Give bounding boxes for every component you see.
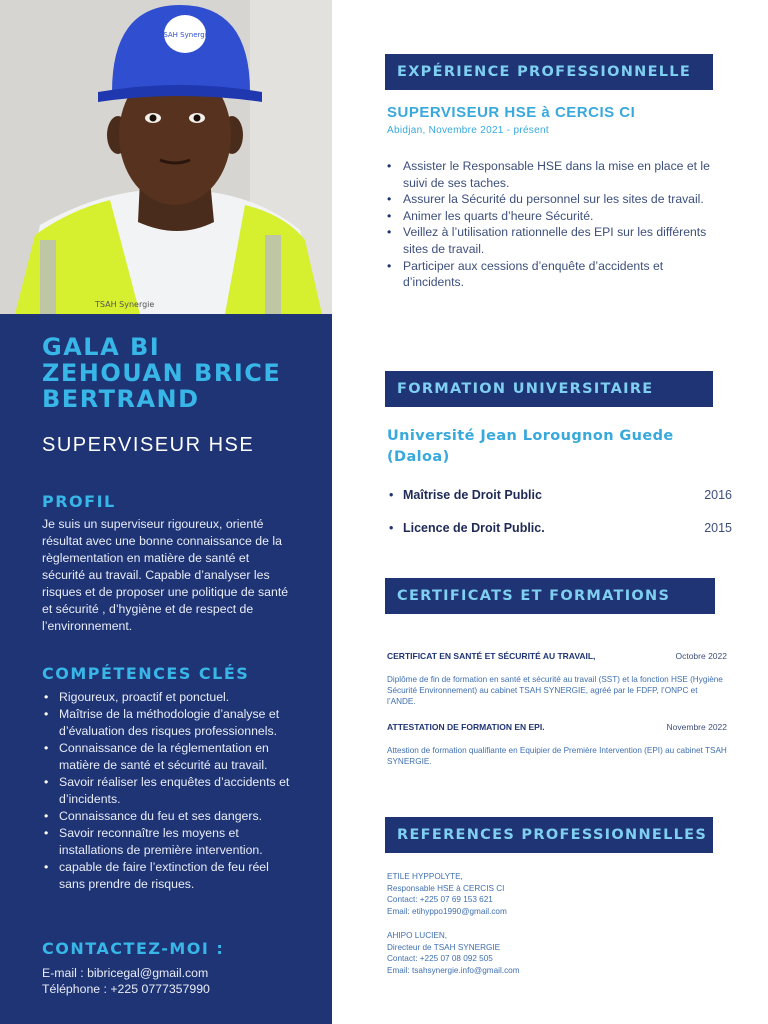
list-item: • Assister le Responsable HSE dans la mise en place et le suivi de ses taches.	[387, 158, 717, 191]
list-item: • Maîtrise de la méthodologie d’analyse et d’évaluation des risques professionnels.	[42, 706, 292, 740]
certificate-description: Diplôme de fin de formation en santé et sécurité au travail (SST) et la fonction HSE (Hygiène Sécurité Environnement) au cabinet TSAH SYNERGIE, agréé par le FDFP, l’ONPC et l’ANDE.	[387, 675, 723, 706]
helmet-logo-text: TSAH Synergie	[159, 31, 211, 39]
references-heading: REFERENCES PROFESSIONNELLES	[385, 817, 713, 853]
reference-name: AHIPO LUCIEN,	[387, 931, 448, 940]
list-item: • Rigoureux, proactif et ponctuel.	[42, 689, 292, 706]
reference-email[interactable]: Email: tsahsynergie.info@gmail.com	[387, 965, 520, 975]
certificate-title: CERTIFICAT EN SANTÉ ET SÉCURITÉ AU TRAVAIL,	[387, 651, 596, 661]
profile-text: Je suis un superviseur rigoureux, orienté résultat avec une bonne connaissance de la règlementation en matière de santé et sécurité au travail. Capable d’analyser les risques et de proposer une politique de santé et sécurité , d’hygiène et de respect de l’environnement.	[42, 517, 289, 633]
profile-photo	[0, 0, 332, 314]
bullet-icon: •	[389, 521, 394, 535]
list-item: • Connaissance du feu et ses dangers.	[42, 808, 292, 825]
reference-entry	[387, 930, 687, 976]
education-heading: FORMATION UNIVERSITAIRE	[385, 371, 713, 407]
skills-list	[42, 689, 292, 893]
profile-photo-illustration	[0, 0, 332, 314]
certificate-date: Novembre 2022	[666, 722, 727, 732]
list-item: • Savoir réaliser les enquêtes d’accidents et d’incidents.	[42, 774, 292, 808]
contact-heading: CONTACTEZ-MOI :	[42, 939, 225, 958]
degree-row	[387, 521, 732, 539]
reference-contact: Contact: +225 07 08 092 505	[387, 954, 493, 963]
reference-role: Responsable HSE à CERCIS CI	[387, 883, 505, 893]
list-item: • Savoir reconnaître les moyens et installations de première intervention.	[42, 825, 292, 859]
experience-location-date: Abidjan, Novembre 2021 - présent	[387, 125, 549, 136]
experience-role: SUPERVISEUR HSE à CERCIS CI	[387, 104, 636, 121]
experience-task-list	[387, 158, 717, 291]
skills-heading: COMPÉTENCES CLÉS	[42, 664, 250, 683]
list-item: • Assurer la Sécurité du personnel sur les sites de travail.	[387, 191, 717, 208]
contact-phone[interactable]: Téléphone : +225 0777357990	[42, 982, 210, 996]
person-name	[42, 334, 322, 412]
list-item: • capable de faire l’extinction de feu réel sans prendre de risques.	[42, 859, 292, 893]
certificate-title: ATTESTATION DE FORMATION EN EPI.	[387, 722, 545, 732]
list-item: • Veillez à l’utilisation rationnelle des EPI sur les différents sites de travail.	[387, 224, 717, 257]
job-title: SUPERVISEUR HSE	[42, 434, 255, 456]
sidebar	[0, 314, 332, 1024]
degree-year: 2015	[704, 521, 732, 535]
degree-year: 2016	[704, 488, 732, 502]
reference-entry	[387, 871, 687, 917]
contact-email[interactable]: E-mail : bibricegal@gmail.com	[42, 966, 209, 980]
certificate-row	[387, 722, 727, 736]
list-item: • Participer aux cessions d’enquête d’accidents et d’incidents.	[387, 258, 717, 291]
reference-role: Directeur de TSAH SYNERGIE	[387, 942, 501, 952]
vest-logo-text: TSAH Synergie	[95, 300, 155, 309]
certificates-heading: CERTIFICATS ET FORMATIONS	[385, 578, 715, 614]
degree-title: Maîtrise de Droit Public	[403, 488, 542, 502]
reference-email[interactable]: Email: etihyppo1990@gmail.com	[387, 906, 507, 916]
certificate-row	[387, 651, 727, 665]
bullet-icon: •	[389, 488, 394, 502]
name-line: BERTRAND	[42, 385, 200, 413]
university-name: Université Jean Lorougnon Guede (Daloa)	[387, 428, 674, 465]
list-item: • Connaissance de la réglementation en matière de santé et sécurité au travail.	[42, 740, 292, 774]
reference-contact: Contact: +225 07 69 153 621	[387, 895, 493, 904]
name-line: ZEHOUAN BRICE	[42, 359, 282, 387]
reference-name: ETILE HYPPOLYTE,	[387, 872, 463, 881]
profile-heading: PROFIL	[42, 492, 116, 511]
certificate-date: Octobre 2022	[675, 651, 727, 661]
experience-heading: EXPÉRIENCE PROFESSIONNELLE	[385, 54, 713, 90]
degree-title: Licence de Droit Public.	[403, 521, 545, 535]
degree-row	[387, 488, 732, 506]
list-item: • Animer les quarts d’heure Sécurité.	[387, 208, 717, 225]
name-line: GALA BI	[42, 333, 161, 361]
certificate-description: Attestion de formation qualifiante en Equipier de Première Intervention (EPI) au cabinet TSAH SYNERGIE.	[387, 746, 727, 766]
